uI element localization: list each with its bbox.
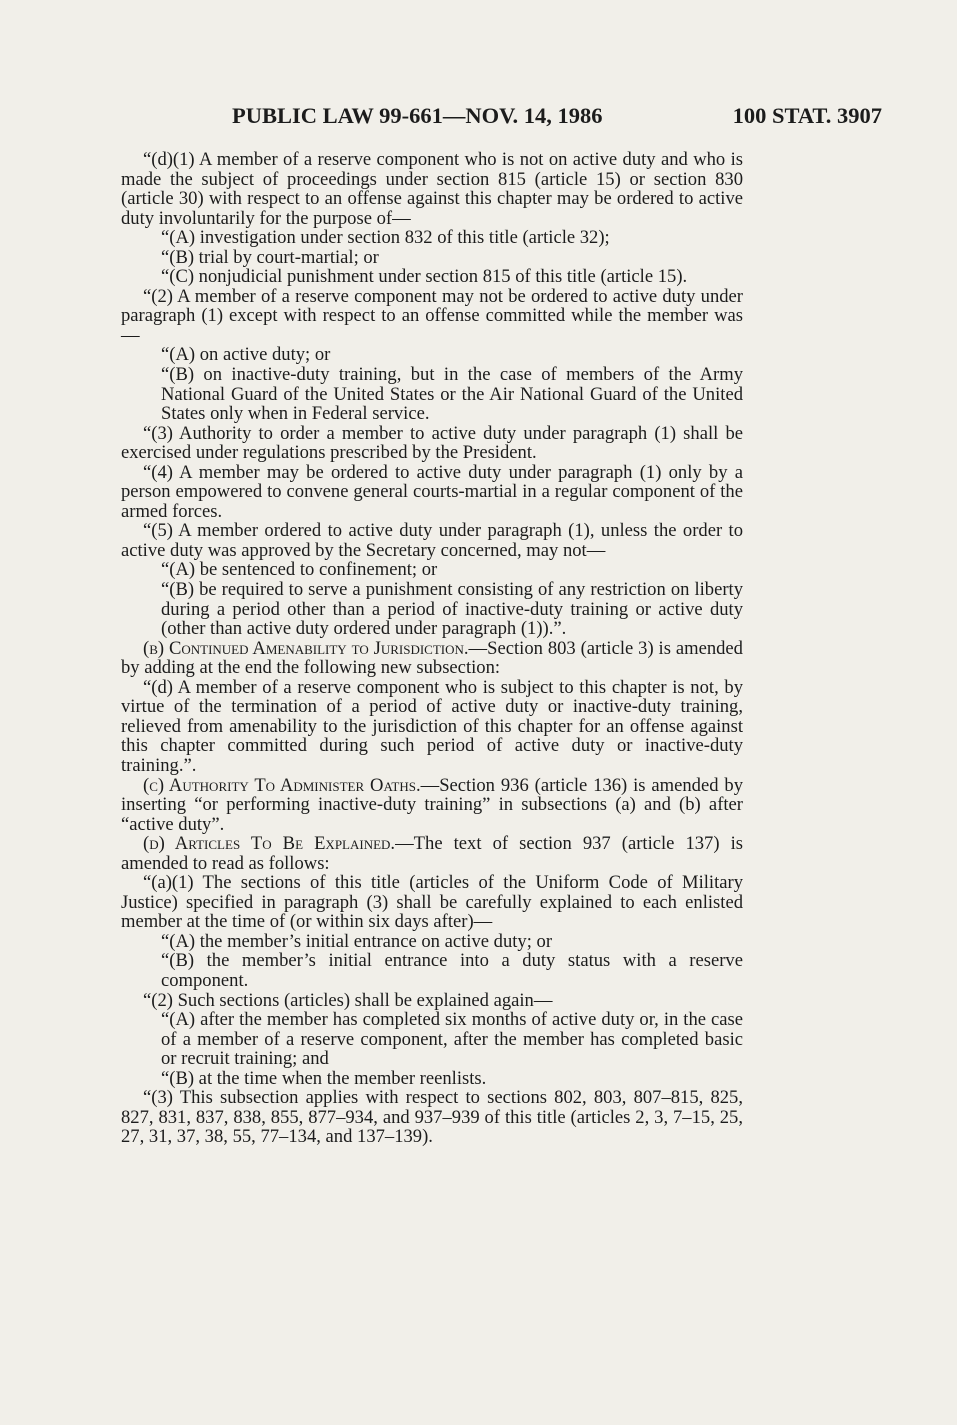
paragraph-a2-intro: “(2) Such sections (articles) shall be explained again— (143, 989, 553, 1011)
paragraph-a1-intro: “(a)(1) The sections of this title (articles of the Uniform Code of Military Justice) specified in paragraph (3) shall be carefully explained to each enlisted member at the time of (or within six days after)— (121, 872, 743, 933)
running-header (232, 103, 882, 133)
paragraph-d5-intro: “(5) A member ordered to active duty under paragraph (1), unless the order to active duty was approved by the Secretary concerned, may not— (121, 520, 743, 561)
paragraph-d1-intro: “(d)(1) A member of a reserve component who is not on active duty and who is made the subject of proceedings under section 815 (article 15) or section 830 (article 30) with respect to an offense against this chapter may be ordered to active duty involuntarily for the purpose of— (121, 149, 743, 229)
paragraph-d1-a: “(A) investigation under section 832 of this title (article 32); (161, 227, 610, 249)
paragraph-a3: “(3) This subsection applies with respect to sections 802, 803, 807–815, 825, 827, 831, 837, 838, 855, 877–934, and 937–939 of this title (articles 2, 3, 7–15, 25, 27, 31, 37, 38, 55, 77–134, and 137–139). (121, 1087, 743, 1148)
paragraph-d3: “(3) Authority to order a member to active duty under paragraph (1) shall be exercised under regulations prescribed by the President. (121, 422, 743, 464)
paragraph-d1-c: “(C) nonjudicial punishment under section 815 of this title (article 15). (161, 266, 688, 288)
paragraph-d2-a: “(A) on active duty; or (161, 344, 331, 366)
subsection-c (121, 776, 743, 835)
subsection-b (121, 639, 743, 678)
subsection-b-text: —Section 803 (article 3) is amended by adding at the end the following new subsection: (121, 637, 743, 679)
paragraph-a2-a: “(A) after the member has completed six months of active duty or, in the case of a member of a reserve component, after the member has completed basic or recruit training; and (161, 1009, 743, 1070)
paragraph-d1-b: “(B) trial by court-martial; or (161, 246, 379, 268)
paragraph-a1-b: “(B) the member’s initial entrance into a duty status with a reserve component. (161, 950, 743, 991)
subsection-c-heading: (c) Authority To Administer Oaths. (143, 774, 421, 796)
subsection-d-heading: (d) Articles To Be Explained. (143, 833, 396, 855)
subsection-b-quote: “(d) A member of a reserve component who is subject to this chapter is not, by virtue of the termination of a period of active duty or inactive-duty training, relieved from amenability to the jurisdiction of this chapter for an offense against this chapter committed during such period of active duty or inactive-duty training.”. (121, 676, 743, 776)
paragraph-a2-b: “(B) at the time when the member reenlists. (161, 1067, 487, 1089)
statute-text (121, 150, 743, 1147)
header-stat-page: 100 STAT. 3907 (732, 103, 882, 128)
paragraph-d2-intro: “(2) A member of a reserve component may not be ordered to active duty under paragraph (1) except with respect to an offense committed while the member was— (121, 285, 743, 346)
paragraph-d2-b: “(B) on inactive-duty training, but in the case of members of the Army National Guard of the United States or the Air National Guard of the United States only when in Federal service. (161, 364, 743, 425)
subsection-c-text: —Section 936 (article 136) is amended by inserting “or performing inactive-duty training” in subsections (a) and (b) after “active duty”. (121, 774, 744, 835)
header-title: PUBLIC LAW 99-661—NOV. 14, 1986 (232, 103, 603, 128)
paragraph-d5-b: “(B) be required to serve a punishment consisting of any restriction on liberty during a period other than a period of inactive-duty training or active duty (other than active duty ordered under paragraph (1)).”. (161, 579, 743, 640)
subsection-d (121, 834, 743, 873)
subsection-d-text: —The text of section 937 (article 137) is amended to read as follows: (121, 833, 743, 874)
paragraph-d4: “(4) A member may be ordered to active duty under paragraph (1) only by a person empowered to convene general courts-martial in a regular component of the armed forces. (121, 461, 743, 522)
paragraph-a1-a: “(A) the member’s initial entrance on active duty; or (161, 930, 553, 952)
paragraph-d5-a: “(A) be sentenced to confinement; or (161, 559, 438, 581)
subsection-b-heading: (b) Continued Amenability to Jurisdiction. (143, 637, 469, 659)
